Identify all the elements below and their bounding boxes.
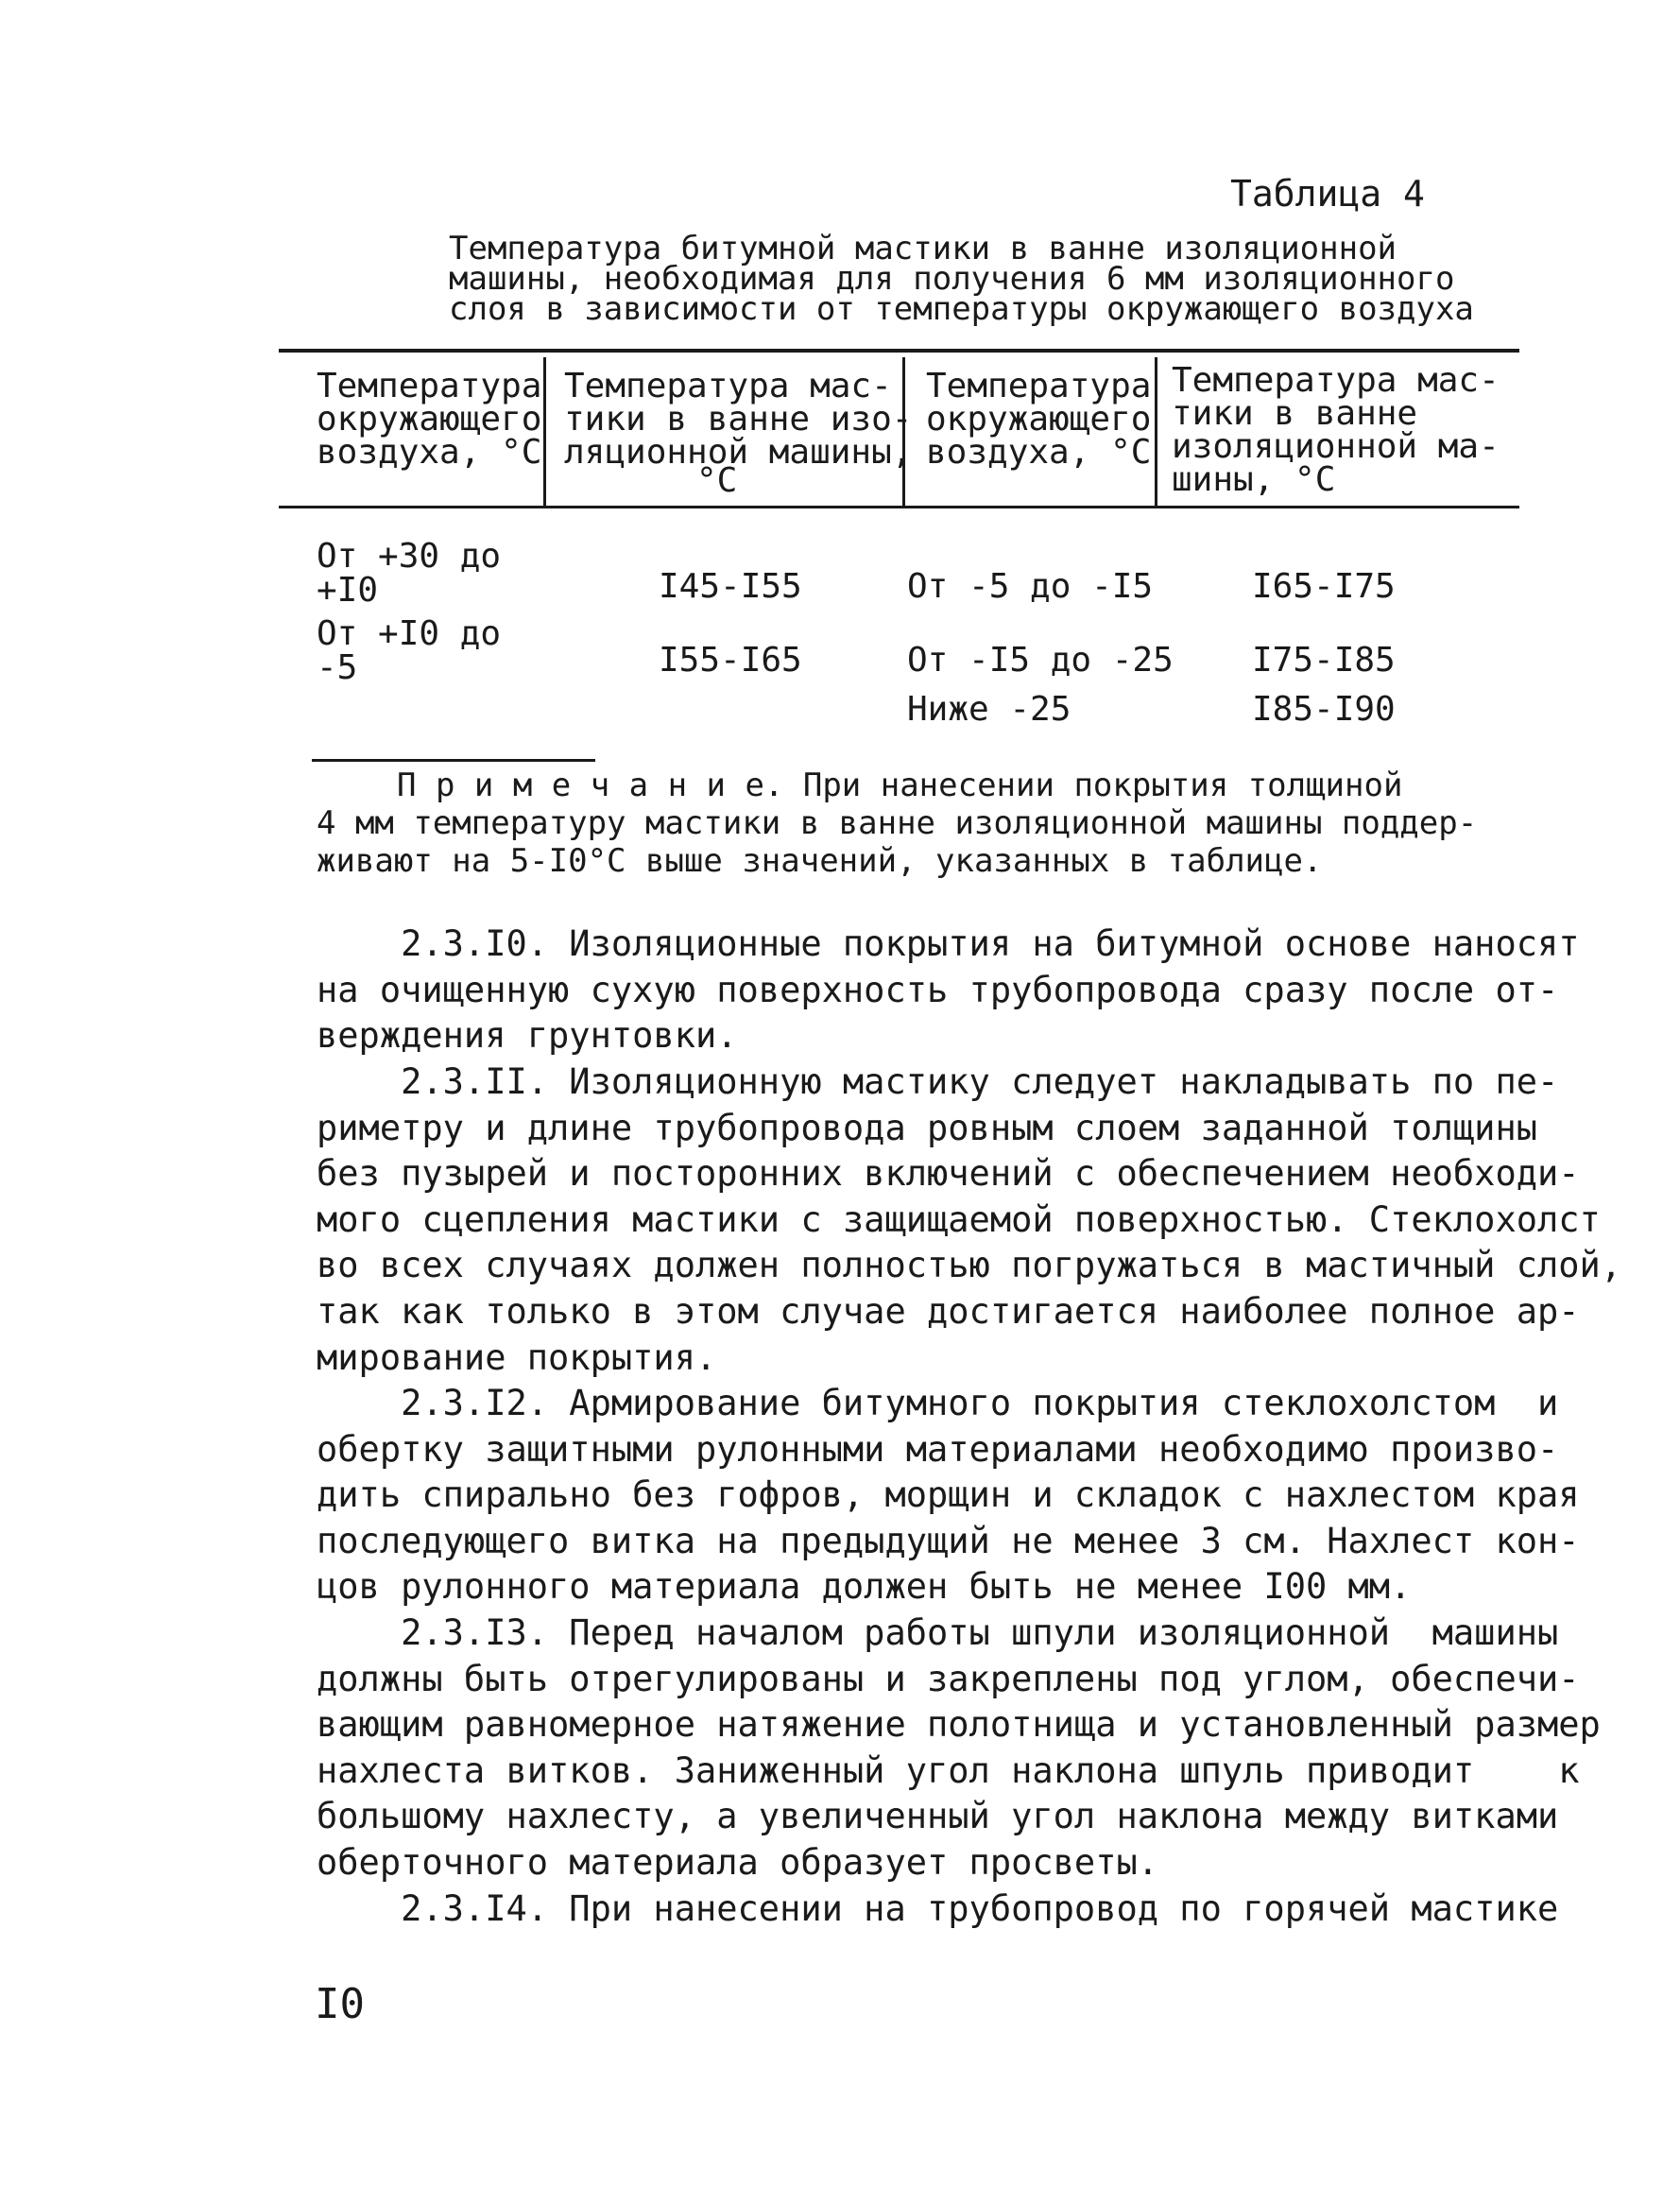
table-header-air-temp-right: Температура окружающего воздуха, °С (926, 367, 1152, 472)
table-caption-line: Температура битумной мастики в ванне изоляционной (449, 230, 1397, 267)
paragraph-line: дить спирально без гофров, морщин и складок с нахлестом края (317, 1474, 1580, 1516)
table-cell-air-temp: От +30 до +I0 (317, 537, 502, 610)
paragraph-2-3-12 (317, 1381, 1580, 1611)
table-header-air-temp-left: Температура окружающего воздуха, °С (317, 367, 542, 472)
table-label: Таблица 4 (1230, 173, 1425, 215)
paragraph-line: 2.3.II. Изоляционную мастику следует накладывать по пе- (317, 1061, 1559, 1102)
paragraph-line: без пузырей и посторонних включений с обеспечением необходи- (317, 1153, 1580, 1195)
table-header-mastic-temp-left: Температура мас- тики в ванне изо- ляционной машины, °С (564, 367, 913, 500)
table-note-line: 4 мм температуру мастики в ванне изоляционной машины поддер- (317, 804, 1478, 842)
table-header-mastic-temp-right: Температура мас- тики в ванне изоляционной ма- шины, °С (1172, 361, 1500, 499)
table-cell-mastic-temp: I85-I90 (1252, 690, 1396, 729)
paragraph-line: верждения грунтовки. (317, 1015, 738, 1057)
table-cell-mastic-temp: I75-I85 (1252, 641, 1396, 680)
paragraph-line: вающим равномерное натяжение полотнища и установленный размер (317, 1704, 1601, 1746)
table-cell-air-temp: Ниже -25 (907, 690, 1071, 729)
table-column-divider (543, 357, 546, 506)
paragraph-line: цов рулонного материала должен быть не менее I00 мм. (317, 1566, 1412, 1608)
paragraph-2-3-11 (317, 1059, 1622, 1381)
table-column-divider (1155, 357, 1157, 506)
paragraph-line: мирование покрытия. (317, 1336, 717, 1378)
paragraph-line: мого сцепления мастики с защищаемой поверхностью. Стеклохолст (317, 1198, 1601, 1240)
table-header-rule (279, 506, 1519, 508)
table-caption-line: слоя в зависимости от температуры окружающего воздуха (449, 290, 1474, 328)
table-cell-mastic-temp: I45-I55 (659, 567, 802, 606)
table-cell-mastic-temp: I65-I75 (1252, 567, 1396, 606)
paragraph-line: последующего витка на предыдущий не менее 3 см. Нахлест кон- (317, 1520, 1580, 1561)
note-separator (312, 759, 595, 762)
paragraph-line: 2.3.I3. Перед началом работы шпули изоляционной машины (317, 1612, 1559, 1653)
table-cell-air-temp: От -5 до -I5 (907, 567, 1154, 606)
paragraph-line: на очищенную сухую поверхность трубопровода сразу после от- (317, 969, 1559, 1010)
table-cell-air-temp: От +I0 до -5 (317, 614, 502, 687)
paragraph-line: 2.3.I2. Армирование битумного покрытия стеклохолстом и (317, 1383, 1559, 1423)
page-number: I0 (315, 1980, 365, 2028)
paragraph-2-3-10 (317, 922, 1580, 1059)
paragraph-line: так как только в этом случае достигается наиболее полное ар- (317, 1290, 1580, 1332)
paragraph-line: большому нахлесту, а увеличенный угол наклона между витками (317, 1796, 1559, 1837)
table-cell-air-temp: От -I5 до -25 (907, 641, 1174, 680)
table-cell-mastic-temp: I55-I65 (659, 641, 802, 680)
paragraph-line: должны быть отрегулированы и закреплены под углом, обеспечи- (317, 1658, 1580, 1699)
paragraph-line: во всех случаях должен полностью погружаться в мастичный слой, (317, 1245, 1622, 1286)
paragraph-line: оберточного материала образует просветы. (317, 1841, 1159, 1883)
paragraph-line: нахлеста витков. Заниженный угол наклона шпуль приводит к (317, 1749, 1580, 1791)
table-note-line: живают на 5-I0°С выше значений, указанных в таблице. (317, 842, 1323, 880)
paragraph-2-3-13 (317, 1611, 1601, 1886)
table-caption-line: машины, необходимая для получения 6 мм изоляционного (449, 260, 1455, 298)
paragraph-line: 2.3.I0. Изоляционные покрытия на битумной основе наносят (317, 923, 1580, 964)
table-note-line: П р и м е ч а н и е. При нанесении покрытия толщиной (397, 767, 1403, 804)
paragraph-2-3-14 (317, 1886, 1559, 1933)
paragraph-line: 2.3.I4. При нанесении на трубопровод по горячей мастике (317, 1888, 1559, 1929)
table-top-rule (279, 349, 1519, 353)
paragraph-line: риметру и длине трубопровода ровным слоем заданной толщины (317, 1107, 1538, 1148)
paragraph-line: обертку защитными рулонными материалами необходимо произво- (317, 1428, 1559, 1470)
